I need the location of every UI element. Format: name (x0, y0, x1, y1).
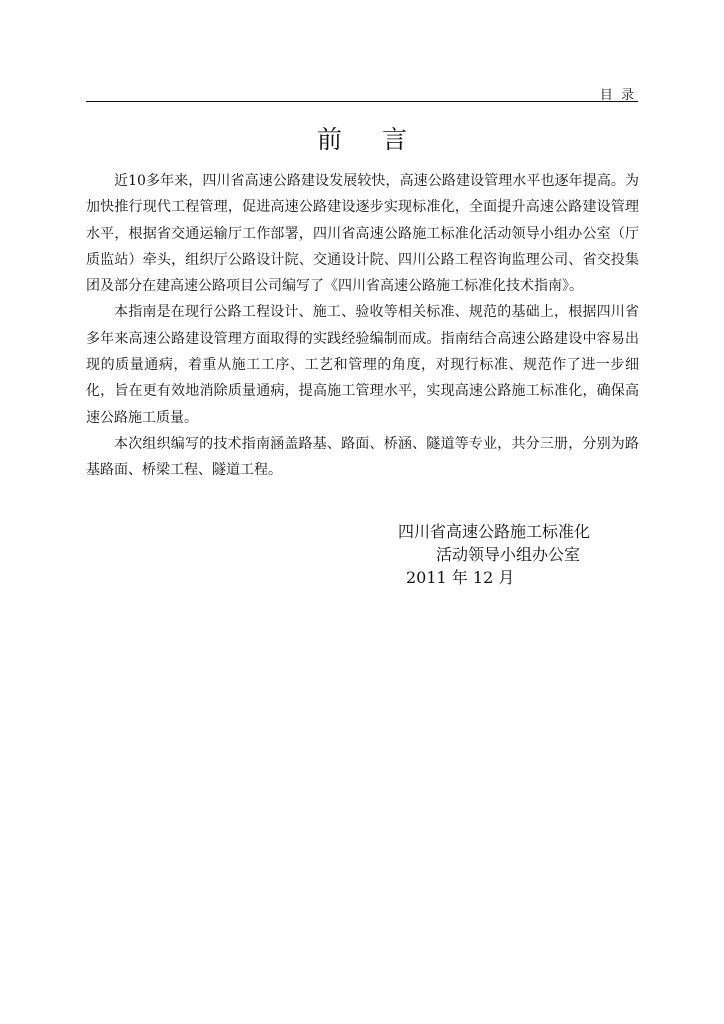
signature-organization: 四川省高速公路施工标准化 (398, 522, 591, 541)
header-divider (86, 101, 638, 102)
signature-date: 2011 年 12 月 (406, 568, 515, 587)
preface-body (86, 168, 639, 484)
page-title: 前言 (316, 125, 447, 154)
signature-block (398, 520, 590, 589)
signature-office: 活动领导小组办公室 (436, 545, 581, 564)
paragraph-1: 近10多年来，四川省高速公路建设发展较快，高速公路建设管理水平也逐年提高。为加快推行现代工程管理，促进高速公路建设逐步实现标准化，全面提升高速公路建设管理水平，根据省交通运输厅工作部署，四川省高速公路施工标准化活动领导小组办公室（厅质监站）牵头，组织厅公路设计院、交通设计院、四川公路工程咨询监理公司、省交投集团及部分在建高速公路项目公司编写了《四川省高速公路施工标准化技术指南》。 (86, 173, 639, 295)
paragraph-3: 本次组织编写的技术指南涵盖路基、路面、桥涵、隧道等专业，共分三册，分别为路基路面、桥梁工程、隧道工程。 (86, 435, 639, 479)
paragraph-2: 本指南是在现行公路工程设计、施工、验收等相关标准、规范的基础上，根据四川省多年来高速公路建设管理方面取得的实践经验编制而成。指南结合高速公路建设中容易出现的质量通病，着重从施工工序、工艺和管理的角度，对现行标准、规范作了进一步细化，旨在更有效地消除质量通病，提高施工管理水平，实现高速公路施工标准化，确保高速公路施工质量。 (86, 304, 639, 426)
page-header-label: 目 录 (599, 88, 636, 103)
